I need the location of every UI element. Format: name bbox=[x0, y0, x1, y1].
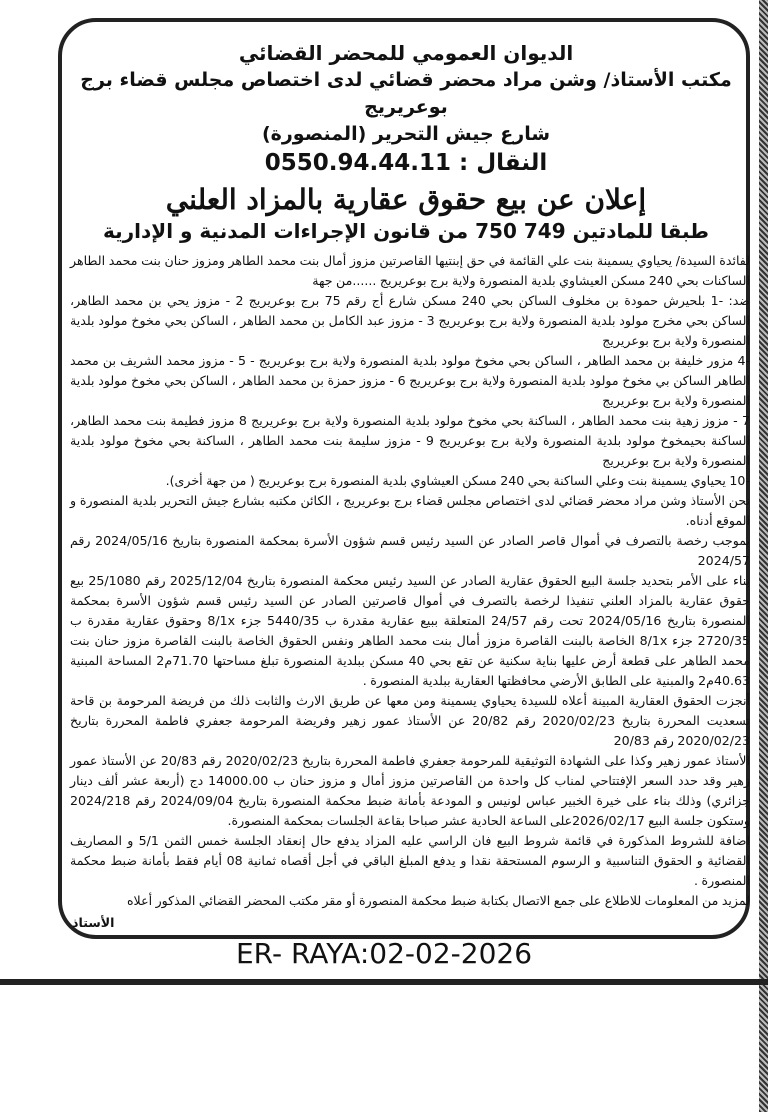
paragraph: 7 - مزوز زهية بنت محمد الطاهر ، الساكنة بحي مخوخ مولود بلدية المنصورة ولاية برج بوعريريج 8 مزوز فطيمة بنت محمد الطاهر، الساكنة بحيمخوخ مولود بلدية المنصورة ولاية برج بوعريريج 9 - مزوز سليمة بنت محمد الطاهر ، الساكنة بحي مخوخ مولود بلدية المنصورة ولاية برج بوعريريج bbox=[70, 413, 750, 468]
paragraph: لمزيد من المعلومات للاطلاع على جمع الاتصال بكتابة ضبط محكمة المنصورة أو مقر مكتب المحضر القضائي المذكور أعلاه bbox=[126, 893, 750, 908]
paragraph: أنجزت الحقوق العقارية المبينة أعلاه للسيدة يحياوي يسمينة ومن معها عن طريق الارث والثابت ذلك من فريضة المرحومة بن قاحة تسعديت المحررة بتاريخ 2020/02/23 رقم 20/82 عن الأستاذ عمور زهير وفريضة المرحومة جعفري فاطمة المحررة بتاريخ 2020/02/23 رقم 20/83 bbox=[70, 693, 750, 748]
paragraph: بناء على الأمر بتحديد جلسة البيع الحقوق عقارية الصادر عن السيد رئيس محكمة المنصورة بتاريخ 2025/12/04 رقم 25/1080 بيع حقوق عقارية بالمزاد العلني تنفيذا لرخصة بالتصرف في أموال قاصرتين الصادر عن السيد رئيس قسم شؤون الأسرة بمحكمة المنصورة بتاريخ 2024/05/16 تحت رقم 24/57 المتعلقة ببيع عقارية مقدرة ب 5440/35 جزء 8/1x وحقوق عقارية مقدرة ب 2720/35 جزء 8/1x الخاصة بالبنت القاصرة مزوز أمال بنت محمد الطاهر ونفس الحقوق الخاصة بالبنت القاصرة مزوز حنان بنت محمد الطاهر على قطعة أرض عليها بناية سكنية عن تقع بحي 40 مسكن ببلدية المنصورة تبلغ مساحتها 71.70م2 المساحة المبنية 40.63م2 والمبنية على الطابق الأرضي محافظتها العقارية ببلدية المنصورة . bbox=[70, 573, 751, 688]
paragraph: نحن الأستاذ وشن مراد محضر قضائي لدى اختصاص مجلس قضاء برج بوعريريج ، الكائن مكتبه بشارع جيش التحرير بلدية المنصورة و الموقع أدناه. bbox=[70, 493, 750, 528]
office-name: الديوان العمومي للمحضر القضائي bbox=[238, 41, 574, 65]
paragraph: بموجب رخصة بالتصرف في أموال قاصر الصادر عن السيد رئيس قسم شؤون الأسرة بمحكمة المنصورة بتاريخ 2024/05/16 رقم 2024/57 bbox=[70, 533, 750, 568]
paragraph: لفائدة السيدة/ يحياوي يسمينة بنت علي القائمة في حق إبنتيها القاصرتين مزوز أمال بنت محمد الطاهر ومزوز حنان بنت محمد الطاهر الساكنات بحي 240 مسكن العيشاوي بلدية المنصورة ولاية برج بوعريريج ......من جهة bbox=[70, 253, 750, 288]
phone-line bbox=[66, 148, 746, 178]
paragraph: -10 يحياوي يسمينة بنت وعلي الساكنة بحي 240 مسكن العيشاوي بلدية المنصورة برج بوعريريج ( من جهة أخرى). bbox=[165, 473, 750, 488]
signature: الأستاذ bbox=[72, 915, 115, 930]
bottom-rule bbox=[0, 979, 768, 985]
notice-header bbox=[66, 40, 746, 245]
notice-subtitle: طبقا للمادتين 749 750 من قانون الإجراءات المدنية و الإدارية bbox=[103, 219, 709, 243]
phone-number: 0550.94.44.11 bbox=[264, 150, 451, 176]
notice-body bbox=[70, 251, 750, 911]
paragraph: الأستاذ عمور زهير وكذا على الشهادة التوثيقية للمرحومة جعفري فاطمة المحررة بتاريخ 2020/02/23 رقم 20/83 عن الأستاذ عمور زهير وقد حدد السعر الإفتتاحي لمناب كل واحدة من القاصرتين مزوز أمال و مزوز حنان ب 14000.00 دج (أربعة عشر ألف دينار جزائري) وذلك بناء على خيرة الخبير عباس لونيس و المودعة بأمانة ضبط محكمة المنصورة بتاريخ 2024/09/04 رقم 2024/218 وستكون جلسة البيع 2026/02/17على الساعة الحادية عشر صباحا بقاعة الجلسات بمحكمة المنصورة. bbox=[70, 753, 750, 828]
source-footer: ER- RAYA:02-02-2026 bbox=[235, 937, 533, 970]
bailiff-name: مكتب الأستاذ/ وشن مراد محضر قضائي لدى اختصاص مجلس قضاء برج بوعريريج bbox=[80, 69, 732, 118]
notice-title: إعلان عن بيع حقوق عقارية بالمزاد العلني bbox=[165, 183, 647, 216]
paragraph: ضد: -1 بلحيرش حمودة بن مخلوف الساكن بحي 240 مسكن شارع أج رقم 75 برج بوعريريج 2 - مزوز يحي بن محمد الطاهر، الساكن بحي مخرج مولود بلدية المنصورة ولاية برج بوعريريج 3 - مزوز عبد الكامل بن محمد الطاهر ، الساكن بحي مخوخ مولود بلدية المنصورة ولاية برج بوعريريج bbox=[70, 293, 751, 348]
paragraph: اضافة للشروط المذكورة في قائمة شروط البيع فان الراسي عليه المزاد يدفع حال إنعقاد الجلسة خمس الثمن 5/1 و المصاريف القضائية و الحقوق التناسبية و الرسوم المستحقة نقدا و يدفع المبلغ الباقي في أجل أقصاه ثمانية 08 أيام فقط بأمانة ضبط محكمة المنصورة . bbox=[70, 833, 750, 888]
phone-label: النقال : bbox=[459, 150, 548, 176]
office-address: شارع جيش التحرير (المنصورة) bbox=[261, 123, 551, 145]
paragraph: -4 مزور خليفة بن محمد الطاهر ، الساكن بحي مخوخ مولود بلدية المنصورة ولاية برج بوعريريج - 5 - مزوز محمد الشريف بن محمد الطاهر الساكن بي مخوخ مولود بلدية المنصورة ولاية برج بوعريريج 6 - مزوز حمزة بن محمد الطاهر ، الساكن بحي مخوخ مولود بلدية المنصورة ولاية برج بوعريريج bbox=[70, 353, 751, 408]
